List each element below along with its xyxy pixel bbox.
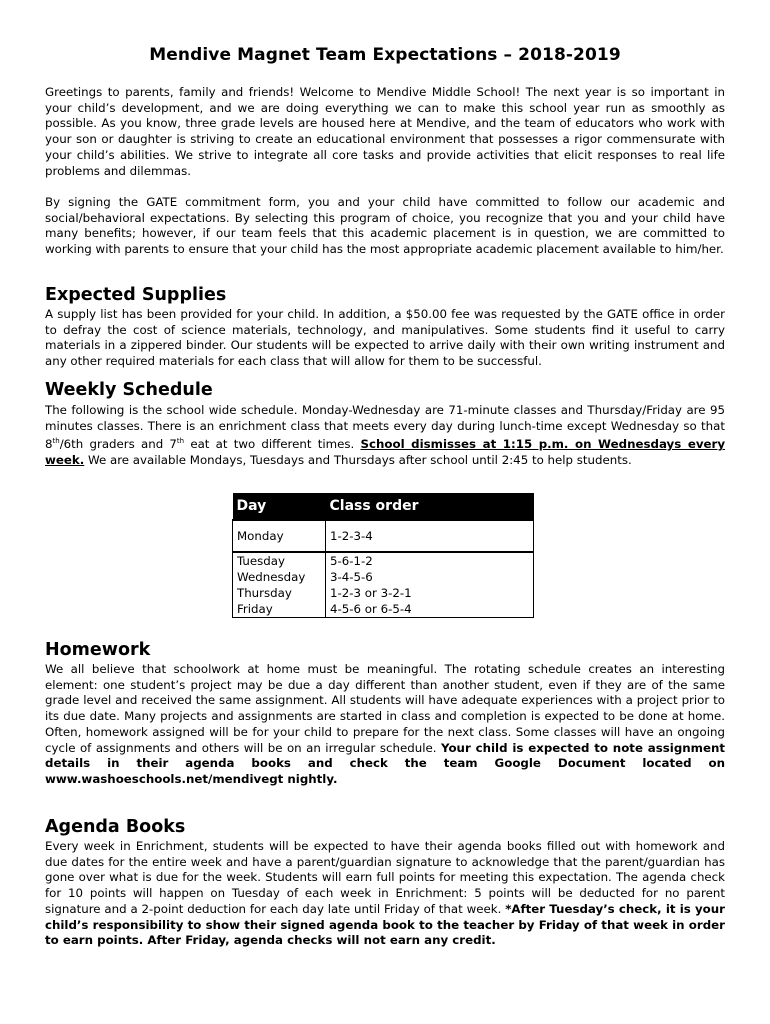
class-order-cell: 4-5-6 or 6-5-4 <box>326 601 534 618</box>
page-title: Mendive Magnet Team Expectations – 2018-2019 <box>149 45 621 65</box>
intro-paragraph-1: Greetings to parents, family and friends! Welcome to Mendive Middle School! The next year is so important in your child’s development, and we are doing everything we can to make this school year run as smoothly as possible. As you know, three grade levels are housed here at Mendive, and the team of educators who work with your son or daughter is striving to create an educational environment that possesses a rigor commensurate with your child’s abilities. We strive to integrate all core tasks and provide activities that elicit responses to real life problems and dilemmas. <box>45 85 725 178</box>
agenda-paragraph <box>45 839 725 949</box>
homework-text: We all believe that schoolwork at home must be meaningful. The rotating schedule creates an interesting element: one student’s project may be due a day different than another student, even if they are of the same grade level and received the same assignment. All students will have adequate experiences with a project prior to its due date. Many projects and assignments are started in class and completion is expected to be done at home. Often, homework assigned will be for your child to prepare for the next class. Some classes will have an ongoing cycle of assignments and others will be on an irregular schedule. <box>45 662 725 755</box>
schedule-text-c: eat at two different times. <box>184 437 361 452</box>
class-order-cell: 5-6-1-2 <box>326 552 534 569</box>
table-row <box>233 585 534 601</box>
agenda-bold-note: *After Tuesday’s check, it is your child’s responsibility to show their signed agenda book to the teacher by Friday of that week in order to earn points. After Friday, agenda checks will not earn any credit. <box>45 901 725 948</box>
table-row <box>233 552 534 569</box>
day-cell: Monday <box>233 520 326 552</box>
table-row <box>233 601 534 618</box>
agenda-heading: Agenda Books <box>45 817 186 837</box>
column-header-day: Day <box>233 493 326 520</box>
schedule-paragraph <box>45 403 725 469</box>
superscript-th: th <box>176 437 185 446</box>
supplies-paragraph: A supply list has been provided for your child. In addition, a $50.00 fee was requested by the GATE office in order to defray the cost of science materials, technology, and manipulatives. Some students find it useful to carry materials in a zippered binder. Our students will be expected to arrive daily with their own writing instrument and any other required materials for each class that will allow for them to be successful. <box>45 307 725 369</box>
table-row <box>233 520 534 552</box>
supplies-heading: Expected Supplies <box>45 285 227 305</box>
day-cell: Tuesday <box>233 552 326 569</box>
class-order-cell: 1-2-3-4 <box>326 520 534 552</box>
class-order-cell: 3-4-5-6 <box>326 569 534 585</box>
schedule-text-a: The following is the school wide schedule. Monday-Wednesday are 71-minute classes and Thursday/Friday are 95 minutes classes. There is an enrichment class that meets every day during lunch-time except Wednesday so that 8 <box>45 403 725 452</box>
table-header-row <box>233 493 534 520</box>
day-cell: Thursday <box>233 585 326 601</box>
class-order-cell: 1-2-3 or 3-2-1 <box>326 585 534 601</box>
homework-heading: Homework <box>45 640 151 660</box>
intro-paragraph-2: By signing the GATE commitment form, you and your child have committed to follow our academic and social/behavioral expectations. By selecting this program of choice, you recognize that you and your child have many benefits; however, if our team feels that this academic placement is in question, we are committed to working with parents to ensure that your child has the most appropriate academic placement available to him/her. <box>45 195 725 257</box>
table-row <box>233 569 534 585</box>
day-cell: Friday <box>233 601 326 618</box>
column-header-class-order: Class order <box>326 493 534 520</box>
schedule-text-d: We are available Mondays, Tuesdays and Thursdays after school until 2:45 to help students. <box>84 453 632 468</box>
schedule-heading: Weekly Schedule <box>45 380 213 400</box>
schedule-text-b: /6th graders and 7 <box>59 437 177 452</box>
agenda-text: Every week in Enrichment, students will be expected to have their agenda books filled out with homework and due dates for the entire week and have a parent/guardian signature to acknowledge that the parent/guardian has gone over what is due for the week. Students will earn full points for meeting this expectation. The agenda check for 10 points will happen on Tuesday of each week in Enrichment: 5 points will be deducted for no parent signature and a 2-point deduction for each day late until Friday of that week. <box>45 839 725 916</box>
homework-bold-note: Your child is expected to note assignment details in their agenda books and check the team Google Document located on www.washoeschools.net/mendivegt nightly. <box>45 740 725 786</box>
superscript-th: th <box>52 437 60 446</box>
dismissal-note: School dismisses at 1:15 p.m. on Wednesdays every week. <box>45 437 726 468</box>
day-cell: Wednesday <box>233 569 326 585</box>
homework-paragraph <box>45 662 725 788</box>
schedule-table <box>232 493 534 618</box>
